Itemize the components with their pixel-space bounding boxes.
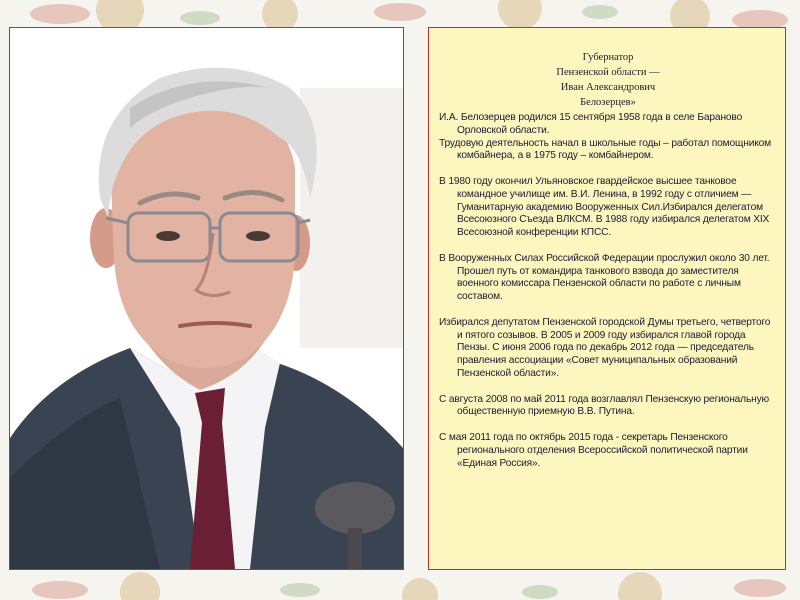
biography-paragraph: С августа 2008 по май 2011 года возглавлял Пензенскую региональную общественную приемную В.В. Путина. [439,393,770,418]
biography-paragraph: Избирался депутатом Пензенской городской Думы третьего, четвертого и пятого созывов. В 2005 и 2009 году избирался главой города Пензы. С июня 2006 года по декабрь 2012 года — председатель правления ассоциации «Совет муниципальных образований Пензенской области». [439,316,771,379]
portrait-illustration [10,28,403,569]
title-line: Пензенской области — [556,67,660,78]
biography-paragraph: С мая 2011 года по октябрь 2015 года - секретарь Пензенского регионального отделения Всероссийской политической партии «Единая Россия». [439,431,748,469]
title-line: Белозерцев» [580,97,636,108]
biography-paragraph: И.А. Белозерцев родился 15 сентября 1958 года в селе Бараново Орловской области. [439,112,743,136]
title-line: Иван Александрович [560,82,656,93]
biography-paragraph: В Вооруженных Силах Российской Федерации прослужил около 30 лет. Прошел путь от командира танкового взвода до заместителя военного комиссара Пензенской области по работе с личным составом. [439,252,770,303]
biography-paragraph: Трудовую деятельность начал в школьные годы – работал помощником комбайнера, а в 1975 году – комбайнером. [439,137,772,162]
biography-title [439,50,777,110]
title-line: Губернатор [582,52,634,63]
portrait-photo [9,27,404,570]
biography-panel [428,27,786,570]
biography-paragraph: В 1980 году окончил Ульяновское гвардейское высшее танковое командное училище им. В.И. Ленина, в 1992 году с отличием — Гуманитарную академию Вооруженных Сил.Избирался делегатом Всесоюзного Съезда ВЛКСМ. В 1988 году избирался делегатом XIX Всесоюзной конференции КПСС. [439,175,770,239]
